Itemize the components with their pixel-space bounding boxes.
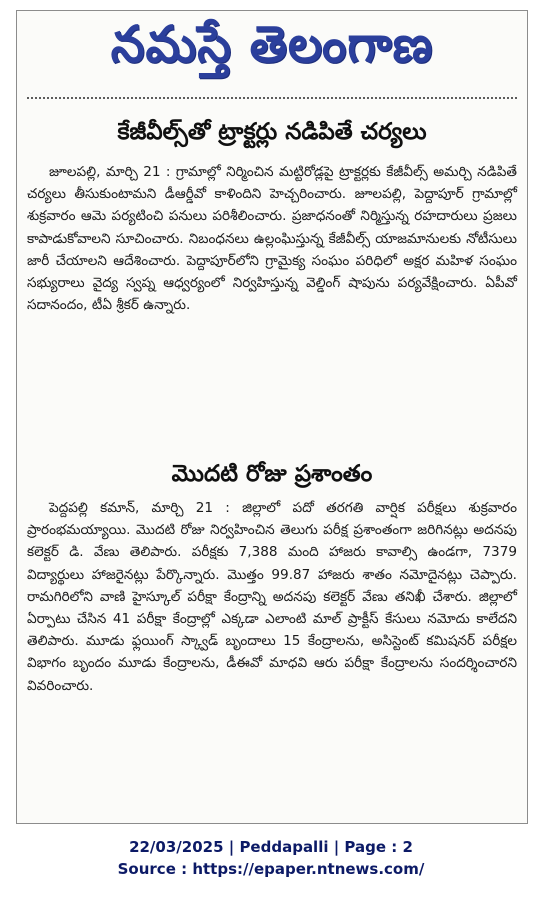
footer-date-line: 22/03/2025 | Peddapalli | Page : 2 [129,838,413,856]
article-2-headline: మొదటి రోజు ప్రశాంతం [171,461,373,487]
article-1-paragraph: జూలపల్లి, మార్చి 21 : గ్రామాల్లో నిర్మించిన మట్టిరోడ్లపై ట్రాక్టర్లకు కేజీవీల్స్ అమర్చి నడిపితే చర్యలు తీసుకుంటామని డీఆర్డీవో కాళిందిని హెచ్చరించారు. జూలపల్లి, పెద్దాపూర్ గ్రామాల్లో శుక్రవారం ఆమె పర్యటించి పనులు పరిశీలించారు. ప్రజాధనంతో నిర్మిస్తున్న రహదారులు ప్రజలు కాపాడుకోవాలని సూచించారు. నిబంధనలు ఉల్లంఘిస్తున్న కేజీవీల్స్ యాజమానులకు నోటీసులు జారీ చేయాలని ఆదేశించారు. పెద్దాపూర్‌లోని గ్రామైక్య సంఘం పరిధిలో అక్షర మహిళ సంఘం సభ్యురాలు వైద్య స్వప్న ఆధ్వర్యంలో నిర్వహిస్తున్న వెల్డింగ్ షాపును పర్యవేక్షించారు. ఏపీవో సదానందం, టీఏ శ్రీకర్ ఉన్నారు. [27,164,517,314]
article-1-body [27,161,517,316]
article-2-body [27,497,517,697]
footer-source-line: Source : https://epaper.ntnews.com/ [117,860,425,878]
newspaper-clipping [16,10,528,824]
clipping-cut-edge [27,97,517,105]
masthead-title: నమస్తే తెలంగాణ [110,15,434,75]
article-1-headline: కేజీవీల్స్‌తో ట్రాక్టర్లు నడిపితే చర్యలు [117,119,427,145]
masthead [17,11,527,91]
article-2-paragraph: పెద్దపల్లి కమాన్, మార్చి 21 : జిల్లాలో పదో తరగతి వార్షిక పరీక్షలు శుక్రవారం ప్రారంభమయ్యాయి. మొదటి రోజు నిర్వహించిన తెలుగు పరీక్ష ప్రశాంతంగా జరిగినట్లు అదనపు కలెక్టర్ డి. వేణు తెలిపారు. పరీక్షకు 7,388 మంది హాజరు కావాల్సి ఉండగా, 7379 విద్యార్థులు హాజరైనట్లు పేర్కొన్నారు. మొత్తం 99.87 హాజరు శాతం నమోదైనట్లు చెప్పారు. రామగిరిలోని వాణి హైస్కూల్ పరీక్షా కేంద్రాన్ని అదనపు కలెక్టర్ వేణు తనిఖీ చేశారు. జిల్లాలో ఏర్పాటు చేసిన 41 పరీక్షా కేంద్రాల్లో ఎక్కడా ఎలాంటి మాల్ ప్రాక్టీస్ కేసులు నమోదు కాలేదని తెలిపారు. మూడు ఫ్లయింగ్ స్క్వాడ్ బృందాలు 15 కేంద్రాలను, అసిస్టెంట్ కమిషనర్ పరీక్షల విభాగం బృందం మూడు కేంద్రాలను, డీఈవో మాధవి ఆరు పరీక్షా కేంద్రాలను సందర్శించారని వివరించారు. [27,500,517,694]
